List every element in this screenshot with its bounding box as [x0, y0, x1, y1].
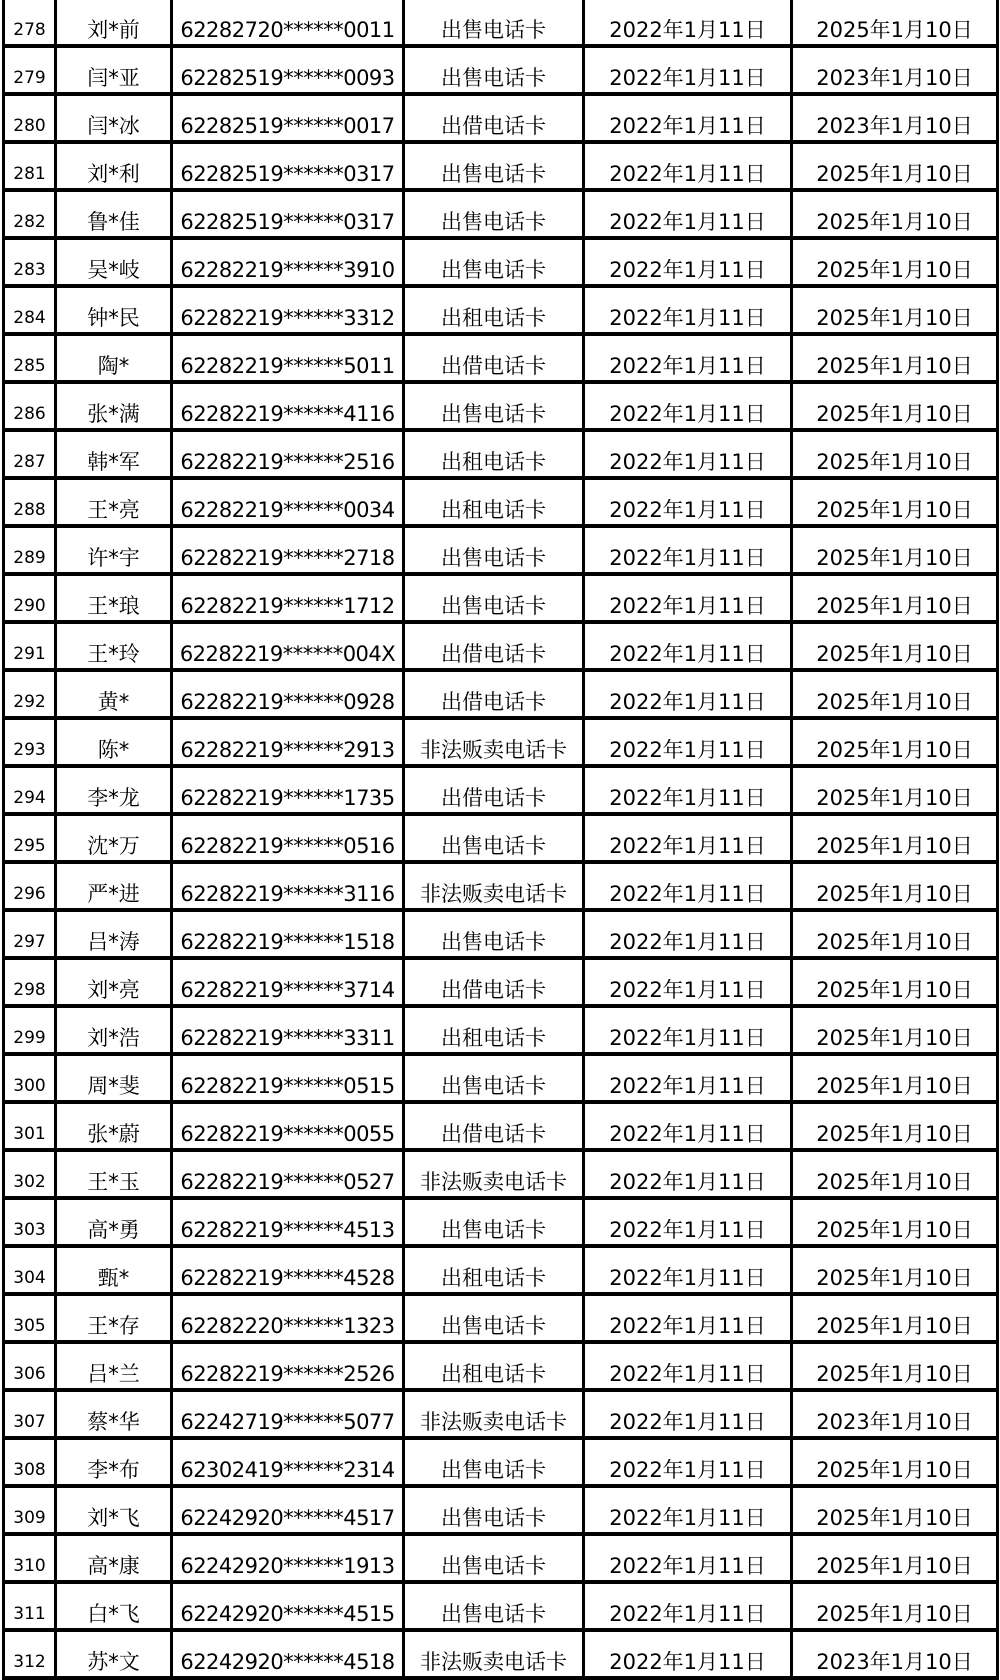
name-cell: 甄* [56, 1246, 172, 1294]
table-row [4, 1534, 998, 1582]
violation-type-cell: 出租电话卡 [404, 1342, 584, 1390]
id-number-cell: 62282219******4513 [172, 1198, 404, 1246]
row-number-cell: 307 [4, 1390, 56, 1438]
end-date-cell: 2025年1月10日 [792, 574, 998, 622]
table-row [4, 286, 998, 334]
row-number-cell: 287 [4, 430, 56, 478]
end-date-cell: 2025年1月10日 [792, 766, 998, 814]
records-table-body [4, 0, 998, 1678]
start-date-cell: 2022年1月11日 [584, 94, 792, 142]
start-date-cell: 2022年1月11日 [584, 622, 792, 670]
name-cell: 陈* [56, 718, 172, 766]
table-row [4, 142, 998, 190]
name-cell: 沈*万 [56, 814, 172, 862]
end-date-cell: 2025年1月10日 [792, 1198, 998, 1246]
row-number-cell: 299 [4, 1006, 56, 1054]
start-date-cell: 2022年1月11日 [584, 718, 792, 766]
violation-type-cell: 出借电话卡 [404, 670, 584, 718]
name-cell: 李*布 [56, 1438, 172, 1486]
id-number-cell: 62282219******1712 [172, 574, 404, 622]
end-date-cell: 2023年1月10日 [792, 46, 998, 94]
table-row [4, 766, 998, 814]
id-number-cell: 62282219******2913 [172, 718, 404, 766]
id-number-cell: 62242920******4517 [172, 1486, 404, 1534]
start-date-cell: 2022年1月11日 [584, 1294, 792, 1342]
row-number-cell: 291 [4, 622, 56, 670]
end-date-cell: 2025年1月10日 [792, 0, 998, 46]
name-cell: 王*玲 [56, 622, 172, 670]
start-date-cell: 2022年1月11日 [584, 142, 792, 190]
row-number-cell: 284 [4, 286, 56, 334]
end-date-cell: 2023年1月10日 [792, 1630, 998, 1678]
id-number-cell: 62242719******5077 [172, 1390, 404, 1438]
start-date-cell: 2022年1月11日 [584, 1246, 792, 1294]
id-number-cell: 62282219******4116 [172, 382, 404, 430]
violation-type-cell: 出售电话卡 [404, 814, 584, 862]
start-date-cell: 2022年1月11日 [584, 1630, 792, 1678]
end-date-cell: 2025年1月10日 [792, 190, 998, 238]
name-cell: 吴*岐 [56, 238, 172, 286]
id-number-cell: 62282219******0516 [172, 814, 404, 862]
end-date-cell: 2025年1月10日 [792, 1150, 998, 1198]
table-row [4, 622, 998, 670]
table-row [4, 238, 998, 286]
records-table [2, 0, 999, 1680]
name-cell: 吕*兰 [56, 1342, 172, 1390]
violation-type-cell: 出借电话卡 [404, 766, 584, 814]
violation-type-cell: 出售电话卡 [404, 1534, 584, 1582]
table-row [4, 382, 998, 430]
name-cell: 苏*文 [56, 1630, 172, 1678]
id-number-cell: 62282519******0317 [172, 142, 404, 190]
name-cell: 白*飞 [56, 1582, 172, 1630]
id-number-cell: 62282219******1518 [172, 910, 404, 958]
name-cell: 王*琅 [56, 574, 172, 622]
end-date-cell: 2025年1月10日 [792, 382, 998, 430]
row-number-cell: 308 [4, 1438, 56, 1486]
end-date-cell: 2025年1月10日 [792, 910, 998, 958]
start-date-cell: 2022年1月11日 [584, 334, 792, 382]
table-row [4, 0, 998, 46]
row-number-cell: 288 [4, 478, 56, 526]
table-row [4, 814, 998, 862]
row-number-cell: 281 [4, 142, 56, 190]
table-row [4, 1198, 998, 1246]
violation-type-cell: 出售电话卡 [404, 1582, 584, 1630]
end-date-cell: 2023年1月10日 [792, 1390, 998, 1438]
end-date-cell: 2025年1月10日 [792, 958, 998, 1006]
end-date-cell: 2023年1月10日 [792, 94, 998, 142]
violation-type-cell: 出售电话卡 [404, 526, 584, 574]
row-number-cell: 306 [4, 1342, 56, 1390]
end-date-cell: 2025年1月10日 [792, 1342, 998, 1390]
table-row [4, 1486, 998, 1534]
id-number-cell: 62242920******4515 [172, 1582, 404, 1630]
violation-type-cell: 出租电话卡 [404, 1006, 584, 1054]
violation-type-cell: 出售电话卡 [404, 910, 584, 958]
violation-type-cell: 出售电话卡 [404, 574, 584, 622]
violation-type-cell: 出售电话卡 [404, 1054, 584, 1102]
row-number-cell: 309 [4, 1486, 56, 1534]
row-number-cell: 297 [4, 910, 56, 958]
violation-type-cell: 出售电话卡 [404, 1486, 584, 1534]
table-row [4, 94, 998, 142]
name-cell: 高*康 [56, 1534, 172, 1582]
table-row [4, 718, 998, 766]
table-row [4, 1630, 998, 1678]
row-number-cell: 283 [4, 238, 56, 286]
table-row [4, 1582, 998, 1630]
table-row [4, 46, 998, 94]
start-date-cell: 2022年1月11日 [584, 430, 792, 478]
start-date-cell: 2022年1月11日 [584, 238, 792, 286]
table-row [4, 526, 998, 574]
name-cell: 张*满 [56, 382, 172, 430]
name-cell: 王*亮 [56, 478, 172, 526]
start-date-cell: 2022年1月11日 [584, 0, 792, 46]
violation-type-cell: 出售电话卡 [404, 46, 584, 94]
start-date-cell: 2022年1月11日 [584, 1150, 792, 1198]
id-number-cell: 62282219******3910 [172, 238, 404, 286]
row-number-cell: 279 [4, 46, 56, 94]
violation-type-cell: 出借电话卡 [404, 334, 584, 382]
name-cell: 陶* [56, 334, 172, 382]
end-date-cell: 2025年1月10日 [792, 1534, 998, 1582]
table-row [4, 1102, 998, 1150]
end-date-cell: 2025年1月10日 [792, 718, 998, 766]
table-row [4, 478, 998, 526]
start-date-cell: 2022年1月11日 [584, 526, 792, 574]
name-cell: 刘*利 [56, 142, 172, 190]
start-date-cell: 2022年1月11日 [584, 862, 792, 910]
row-number-cell: 312 [4, 1630, 56, 1678]
name-cell: 刘*亮 [56, 958, 172, 1006]
start-date-cell: 2022年1月11日 [584, 1342, 792, 1390]
id-number-cell: 62302419******2314 [172, 1438, 404, 1486]
table-row [4, 430, 998, 478]
id-number-cell: 62282219******0515 [172, 1054, 404, 1102]
table-row [4, 190, 998, 238]
violation-type-cell: 出售电话卡 [404, 190, 584, 238]
id-number-cell: 62282219******2526 [172, 1342, 404, 1390]
name-cell: 李*龙 [56, 766, 172, 814]
start-date-cell: 2022年1月11日 [584, 286, 792, 334]
start-date-cell: 2022年1月11日 [584, 766, 792, 814]
violation-type-cell: 出租电话卡 [404, 430, 584, 478]
id-number-cell: 62282219******0928 [172, 670, 404, 718]
id-number-cell: 62282219******3714 [172, 958, 404, 1006]
id-number-cell: 62282219******1735 [172, 766, 404, 814]
start-date-cell: 2022年1月11日 [584, 910, 792, 958]
start-date-cell: 2022年1月11日 [584, 1054, 792, 1102]
table-row [4, 1150, 998, 1198]
end-date-cell: 2025年1月10日 [792, 862, 998, 910]
violation-type-cell: 出售电话卡 [404, 142, 584, 190]
id-number-cell: 62282219******0034 [172, 478, 404, 526]
row-number-cell: 285 [4, 334, 56, 382]
end-date-cell: 2025年1月10日 [792, 430, 998, 478]
row-number-cell: 282 [4, 190, 56, 238]
name-cell: 吕*涛 [56, 910, 172, 958]
violation-type-cell: 出借电话卡 [404, 622, 584, 670]
end-date-cell: 2025年1月10日 [792, 1246, 998, 1294]
name-cell: 蔡*华 [56, 1390, 172, 1438]
id-number-cell: 62282519******0317 [172, 190, 404, 238]
end-date-cell: 2025年1月10日 [792, 1486, 998, 1534]
start-date-cell: 2022年1月11日 [584, 1198, 792, 1246]
table-row [4, 958, 998, 1006]
end-date-cell: 2025年1月10日 [792, 526, 998, 574]
row-number-cell: 302 [4, 1150, 56, 1198]
name-cell: 刘*飞 [56, 1486, 172, 1534]
name-cell: 刘*前 [56, 0, 172, 46]
table-row [4, 334, 998, 382]
start-date-cell: 2022年1月11日 [584, 1006, 792, 1054]
start-date-cell: 2022年1月11日 [584, 670, 792, 718]
id-number-cell: 62282720******0011 [172, 0, 404, 46]
violation-type-cell: 出借电话卡 [404, 94, 584, 142]
start-date-cell: 2022年1月11日 [584, 190, 792, 238]
id-number-cell: 62282219******0055 [172, 1102, 404, 1150]
violation-type-cell: 出借电话卡 [404, 958, 584, 1006]
violation-type-cell: 出售电话卡 [404, 1294, 584, 1342]
violation-type-cell: 出租电话卡 [404, 478, 584, 526]
row-number-cell: 295 [4, 814, 56, 862]
name-cell: 鲁*佳 [56, 190, 172, 238]
table-row [4, 574, 998, 622]
row-number-cell: 304 [4, 1246, 56, 1294]
table-row [4, 1006, 998, 1054]
name-cell: 刘*浩 [56, 1006, 172, 1054]
id-number-cell: 62282219******2718 [172, 526, 404, 574]
start-date-cell: 2022年1月11日 [584, 1486, 792, 1534]
name-cell: 严*进 [56, 862, 172, 910]
id-number-cell: 62282519******0093 [172, 46, 404, 94]
violation-type-cell: 出租电话卡 [404, 286, 584, 334]
id-number-cell: 62282219******3311 [172, 1006, 404, 1054]
name-cell: 周*斐 [56, 1054, 172, 1102]
name-cell: 王*玉 [56, 1150, 172, 1198]
start-date-cell: 2022年1月11日 [584, 958, 792, 1006]
row-number-cell: 301 [4, 1102, 56, 1150]
end-date-cell: 2025年1月10日 [792, 334, 998, 382]
id-number-cell: 62242920******4518 [172, 1630, 404, 1678]
violation-type-cell: 非法贩卖电话卡 [404, 1150, 584, 1198]
name-cell: 钟*民 [56, 286, 172, 334]
table-row [4, 1246, 998, 1294]
end-date-cell: 2025年1月10日 [792, 1054, 998, 1102]
violation-type-cell: 出售电话卡 [404, 382, 584, 430]
row-number-cell: 286 [4, 382, 56, 430]
row-number-cell: 296 [4, 862, 56, 910]
name-cell: 韩*军 [56, 430, 172, 478]
name-cell: 闫*冰 [56, 94, 172, 142]
start-date-cell: 2022年1月11日 [584, 1390, 792, 1438]
start-date-cell: 2022年1月11日 [584, 574, 792, 622]
id-number-cell: 62282220******1323 [172, 1294, 404, 1342]
table-row [4, 1438, 998, 1486]
start-date-cell: 2022年1月11日 [584, 478, 792, 526]
start-date-cell: 2022年1月11日 [584, 46, 792, 94]
table-row [4, 670, 998, 718]
id-number-cell: 62282519******0017 [172, 94, 404, 142]
name-cell: 高*勇 [56, 1198, 172, 1246]
end-date-cell: 2025年1月10日 [792, 478, 998, 526]
violation-type-cell: 出售电话卡 [404, 0, 584, 46]
table-row [4, 1342, 998, 1390]
row-number-cell: 280 [4, 94, 56, 142]
violation-type-cell: 出售电话卡 [404, 238, 584, 286]
end-date-cell: 2025年1月10日 [792, 622, 998, 670]
row-number-cell: 310 [4, 1534, 56, 1582]
table-row [4, 862, 998, 910]
violation-type-cell: 出借电话卡 [404, 1102, 584, 1150]
end-date-cell: 2025年1月10日 [792, 286, 998, 334]
end-date-cell: 2025年1月10日 [792, 238, 998, 286]
table-row [4, 1294, 998, 1342]
row-number-cell: 305 [4, 1294, 56, 1342]
violation-type-cell: 非法贩卖电话卡 [404, 1630, 584, 1678]
start-date-cell: 2022年1月11日 [584, 1102, 792, 1150]
row-number-cell: 278 [4, 0, 56, 46]
name-cell: 闫*亚 [56, 46, 172, 94]
row-number-cell: 294 [4, 766, 56, 814]
row-number-cell: 311 [4, 1582, 56, 1630]
row-number-cell: 300 [4, 1054, 56, 1102]
end-date-cell: 2025年1月10日 [792, 1006, 998, 1054]
row-number-cell: 289 [4, 526, 56, 574]
name-cell: 王*存 [56, 1294, 172, 1342]
id-number-cell: 62282219******0527 [172, 1150, 404, 1198]
row-number-cell: 292 [4, 670, 56, 718]
violation-type-cell: 非法贩卖电话卡 [404, 862, 584, 910]
start-date-cell: 2022年1月11日 [584, 814, 792, 862]
violation-type-cell: 出租电话卡 [404, 1246, 584, 1294]
violation-type-cell: 非法贩卖电话卡 [404, 718, 584, 766]
table-row [4, 1054, 998, 1102]
end-date-cell: 2025年1月10日 [792, 670, 998, 718]
name-cell: 许*宇 [56, 526, 172, 574]
end-date-cell: 2025年1月10日 [792, 814, 998, 862]
table-row [4, 910, 998, 958]
start-date-cell: 2022年1月11日 [584, 1534, 792, 1582]
row-number-cell: 290 [4, 574, 56, 622]
id-number-cell: 62282219******004X [172, 622, 404, 670]
id-number-cell: 62242920******1913 [172, 1534, 404, 1582]
start-date-cell: 2022年1月11日 [584, 1438, 792, 1486]
name-cell: 张*蔚 [56, 1102, 172, 1150]
violation-type-cell: 非法贩卖电话卡 [404, 1390, 584, 1438]
start-date-cell: 2022年1月11日 [584, 1582, 792, 1630]
id-number-cell: 62282219******3312 [172, 286, 404, 334]
row-number-cell: 298 [4, 958, 56, 1006]
violation-type-cell: 出售电话卡 [404, 1198, 584, 1246]
id-number-cell: 62282219******2516 [172, 430, 404, 478]
end-date-cell: 2025年1月10日 [792, 142, 998, 190]
id-number-cell: 62282219******5011 [172, 334, 404, 382]
violation-type-cell: 出售电话卡 [404, 1438, 584, 1486]
start-date-cell: 2022年1月11日 [584, 382, 792, 430]
end-date-cell: 2025年1月10日 [792, 1438, 998, 1486]
end-date-cell: 2025年1月10日 [792, 1294, 998, 1342]
row-number-cell: 303 [4, 1198, 56, 1246]
row-number-cell: 293 [4, 718, 56, 766]
end-date-cell: 2025年1月10日 [792, 1102, 998, 1150]
id-number-cell: 62282219******3116 [172, 862, 404, 910]
table-row [4, 1390, 998, 1438]
id-number-cell: 62282219******4528 [172, 1246, 404, 1294]
name-cell: 黄* [56, 670, 172, 718]
end-date-cell: 2025年1月10日 [792, 1582, 998, 1630]
